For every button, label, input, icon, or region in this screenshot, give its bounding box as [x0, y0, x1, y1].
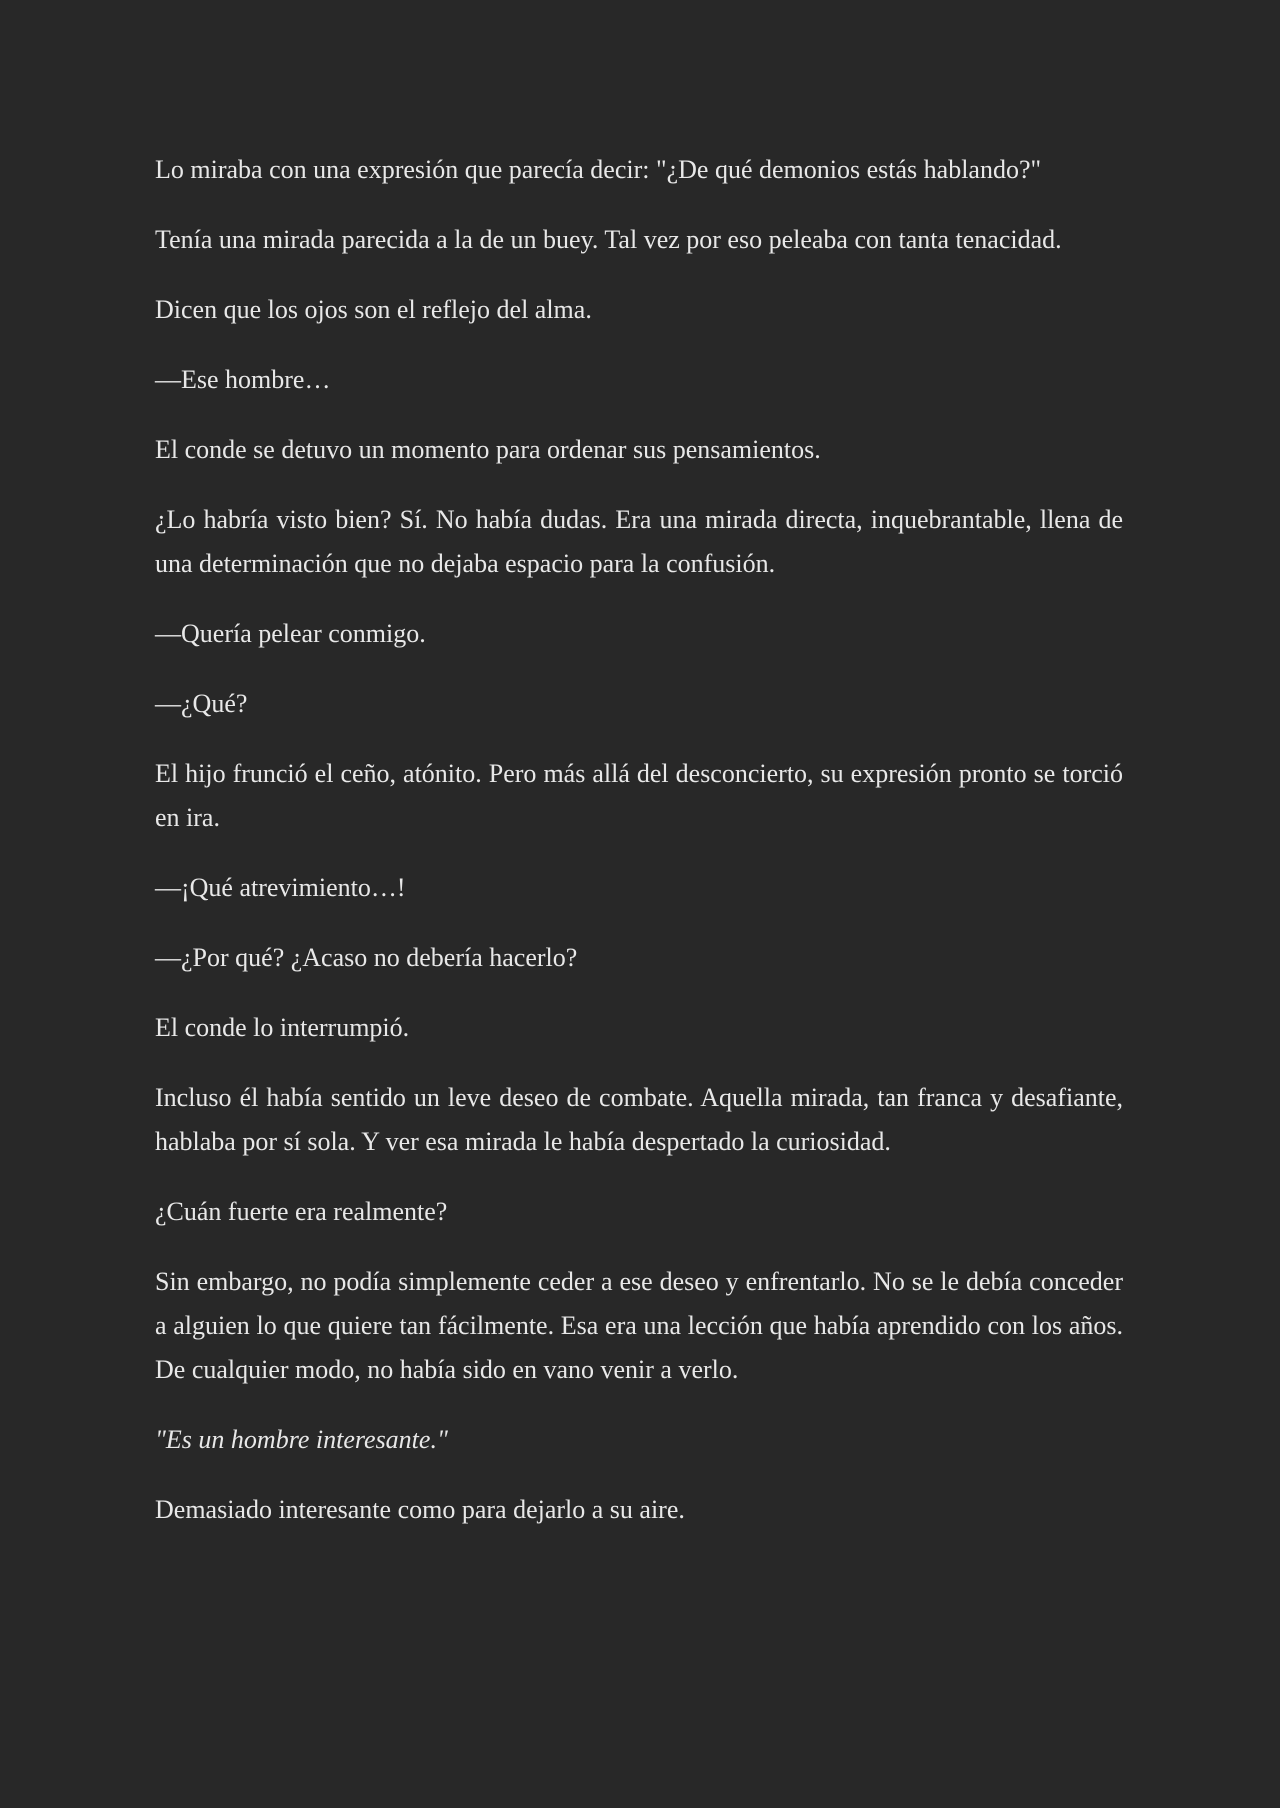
paragraph-3: Dicen que los ojos son el reflejo del alma.: [155, 295, 592, 324]
paragraph-6: ¿Lo habría visto bien? Sí. No había dudas. Era una mirada directa, inquebrantable, llena de una determinación que no dejaba espacio para la confusión.: [155, 505, 1123, 578]
paragraph-15: Sin embargo, no podía simplemente ceder a ese deseo y enfrentarlo. No se le debía conceder a alguien lo que quiere tan fácilmente. Esa era una lección que había aprendido con los años. De cualquier modo, no había sido en vano venir a verlo.: [155, 1267, 1123, 1384]
paragraph-9: El hijo frunció el ceño, atónito. Pero más allá del desconcierto, su expresión pronto se torció en ira.: [155, 759, 1123, 832]
paragraph-7: —Quería pelear conmigo.: [155, 619, 426, 648]
chapter-text: [155, 148, 1123, 1558]
paragraph-11: —¿Por qué? ¿Acaso no debería hacerlo?: [155, 943, 578, 972]
paragraph-2: Tenía una mirada parecida a la de un buey. Tal vez por eso peleaba con tanta tenacidad.: [155, 225, 1062, 254]
paragraph-4: —Ese hombre…: [155, 365, 331, 394]
paragraph-12: El conde lo interrumpió.: [155, 1013, 410, 1042]
paragraph-16-thought: "Es un hombre interesante.": [155, 1425, 448, 1454]
paragraph-8: —¿Qué?: [155, 689, 248, 718]
paragraph-5: El conde se detuvo un momento para ordenar sus pensamientos.: [155, 435, 821, 464]
paragraph-17: Demasiado interesante como para dejarlo a su aire.: [155, 1495, 685, 1524]
paragraph-13: Incluso él había sentido un leve deseo de combate. Aquella mirada, tan franca y desafiante, hablaba por sí sola. Y ver esa mirada le había despertado la curiosidad.: [155, 1083, 1123, 1156]
paragraph-10: —¡Qué atrevimiento…!: [155, 873, 406, 902]
paragraph-1: Lo miraba con una expresión que parecía decir: "¿De qué demonios estás hablando?": [155, 155, 1042, 184]
paragraph-14: ¿Cuán fuerte era realmente?: [155, 1197, 448, 1226]
